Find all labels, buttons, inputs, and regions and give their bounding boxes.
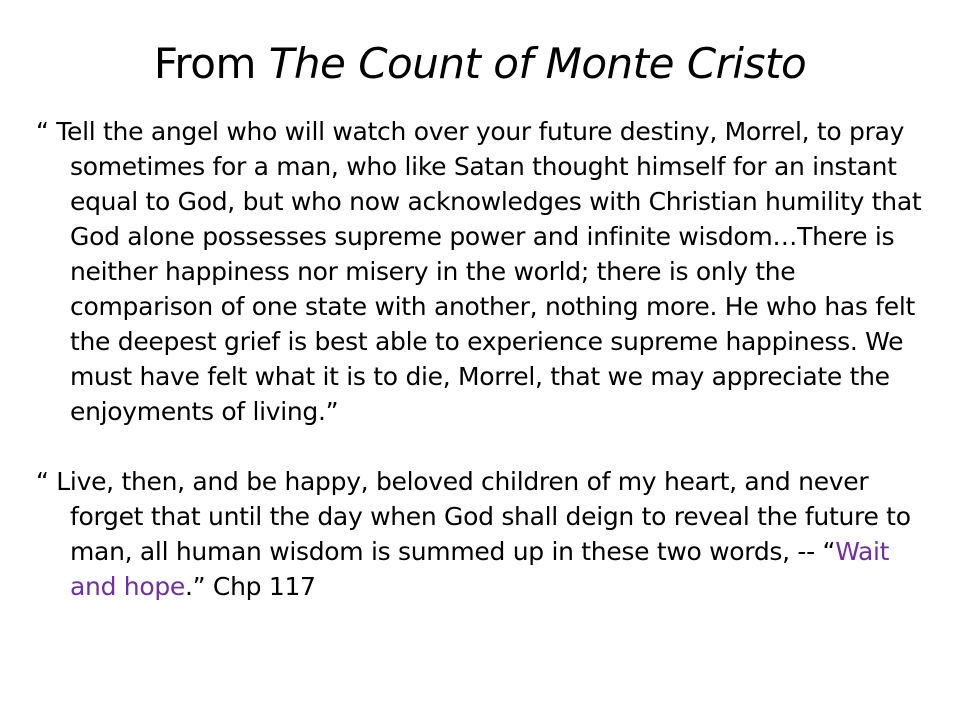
quote-paragraph-2-ending: .” Chp 117 bbox=[184, 572, 316, 601]
slide-body bbox=[36, 114, 934, 604]
slide-title bbox=[0, 38, 960, 90]
quote-paragraph-1: “ Tell the angel who will watch over your future destiny, Morrel, to pray sometimes for a man, who like Satan thought himself for an instant equal to God, but who now acknowledges with Christian humility that God alone possesses supreme power and infinite wisdom…There is neither happiness nor misery in the world; there is only the comparison of one state with another, nothing more. He who has felt the deepest grief is best able to experience supreme happiness. We must have felt what it is to die, Morrel, that we may appreciate the enjoyments of living.” bbox=[36, 117, 922, 426]
title-work-name: The Count of Monte Cristo bbox=[268, 39, 807, 88]
title-prefix: From bbox=[153, 39, 269, 88]
quote-paragraph-2-text: “ Live, then, and be happy, beloved children of my heart, and never forget that until the day when God shall deign to reveal the future to man, all human wisdom is summed up in these two words, -- “ bbox=[36, 467, 911, 566]
quote-paragraph-2 bbox=[36, 464, 934, 604]
highlighted-phrase: Wait and hope bbox=[70, 537, 890, 601]
